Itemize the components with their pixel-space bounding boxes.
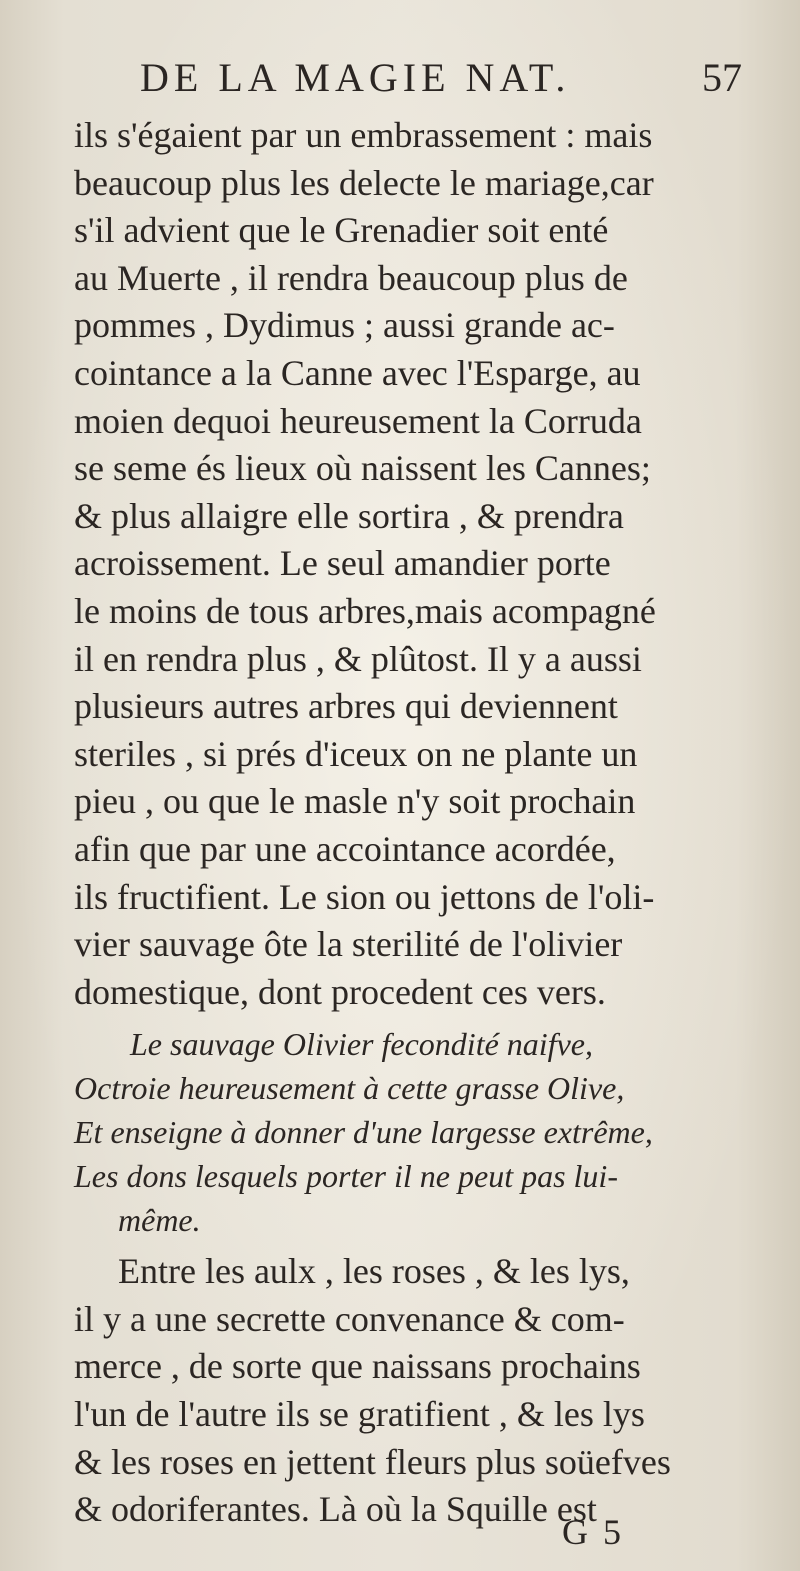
paragraph-1 xyxy=(74,112,744,1016)
text-line: il y a une secrette convenance & com- xyxy=(74,1298,625,1339)
text-line: le moins de tous arbres,mais acompagné xyxy=(74,590,656,631)
text-line: Entre les aulx , les roses , & les lys, xyxy=(118,1251,630,1292)
text-line: cointance a la Canne avec l'Esparge, au xyxy=(74,352,641,393)
paragraph-2 xyxy=(74,1248,744,1534)
text-line: steriles , si prés d'iceux on ne plante un xyxy=(74,733,638,774)
text-line: plusieurs autres arbres qui deviennent xyxy=(74,686,618,727)
text-line: acroissement. Le seul amandier porte xyxy=(74,543,611,584)
text-line: s'il advient que le Grenadier soit enté xyxy=(74,210,609,251)
verse-line: Et enseigne à donner d'une largesse extrême, xyxy=(74,1114,653,1151)
text-line: pommes , Dydimus ; aussi grande ac- xyxy=(74,305,615,346)
verse-line: même. xyxy=(118,1202,201,1239)
text-line: ils s'égaient par un embrassement : mais xyxy=(74,115,653,155)
text-line: l'un de l'autre ils se gratifient , & les lys xyxy=(74,1394,645,1435)
page-body xyxy=(74,112,744,1534)
text-line: beaucoup plus les delecte le mariage,car xyxy=(74,162,654,203)
text-line: se seme és lieux où naissent les Cannes; xyxy=(74,448,651,489)
text-line: & les roses en jettent fleurs plus soüefves xyxy=(74,1441,671,1482)
text-line: afin que par une accointance acordée, xyxy=(74,828,616,869)
text-line: pieu , ou que le masle n'y soit prochain xyxy=(74,781,636,822)
page-header xyxy=(140,52,742,104)
text-line: au Muerte , il rendra beaucoup plus de xyxy=(74,257,628,298)
text-line: il en rendra plus , & plûtost. Il y a aussi xyxy=(74,638,642,679)
text-line: moien dequoi heureusement la Corruda xyxy=(74,400,642,441)
text-line: vier sauvage ôte la sterilité de l'olivier xyxy=(74,924,623,965)
verse-line: Le sauvage Olivier fecondité naifve, xyxy=(130,1026,593,1063)
running-title: DE LA MAGIE NAT. xyxy=(140,55,571,100)
verse-line: Octroie heureusement à cette grasse Olive, xyxy=(74,1070,625,1107)
text-line: ils fructifient. Le sion ou jettons de l'oli- xyxy=(74,876,655,917)
signature-mark: G 5 xyxy=(562,1512,624,1552)
page-number: 57 xyxy=(702,55,742,100)
text-line: & odoriferantes. Là où la Squille est xyxy=(74,1489,597,1530)
verse-line: Les dons lesquels porter il ne peut pas lui- xyxy=(74,1158,618,1195)
text-line: & plus allaigre elle sortira , & prendra xyxy=(74,495,624,536)
text-line: domestique, dont procedent ces vers. xyxy=(74,971,606,1012)
verse-quotation xyxy=(74,1022,744,1242)
text-line: merce , de sorte que naissans prochains xyxy=(74,1346,641,1387)
